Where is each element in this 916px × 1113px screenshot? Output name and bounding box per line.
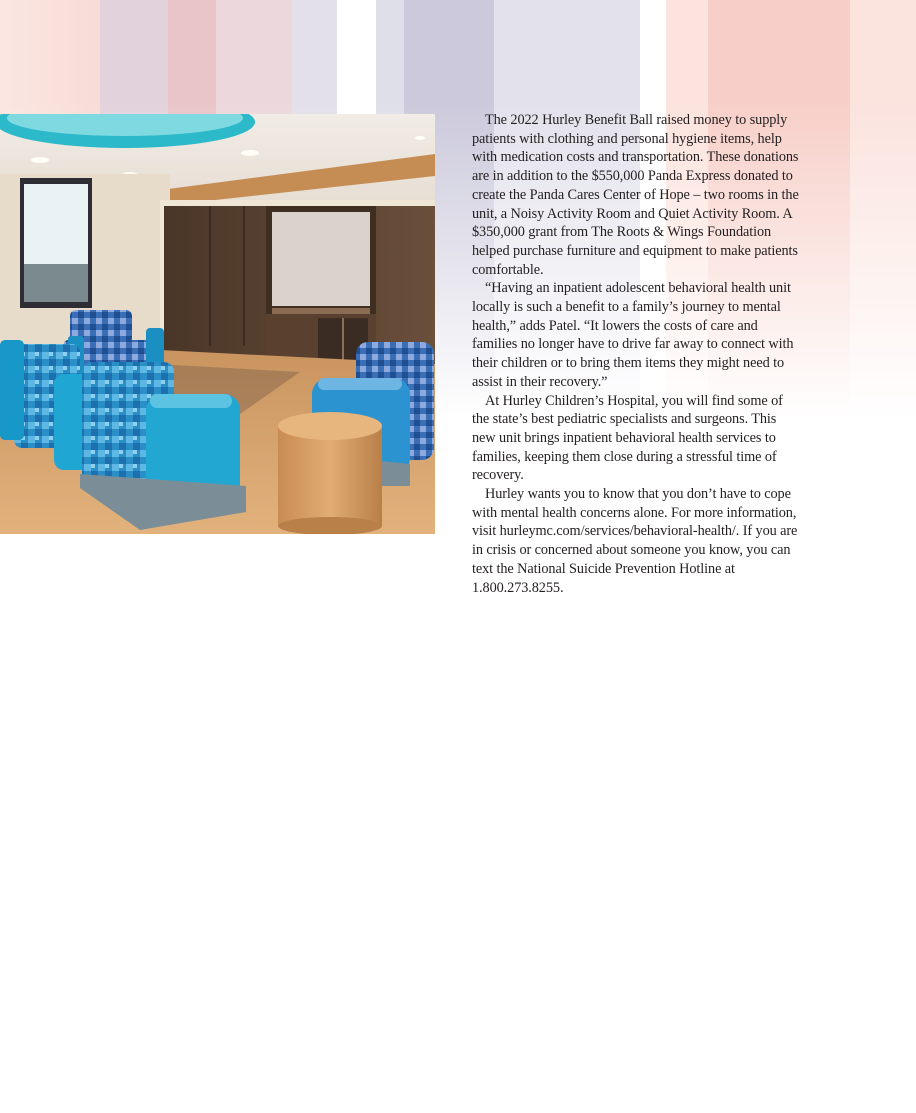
article-paragraph: Hurley wants you to know that you don’t have to cope with mental health concerns alone. For more information, visit hurleymc.com/services/behavioral-health/. If you are in crisis or concerned about someone you know, you can text the National Suicide Prevention Hotline at 1.800.273.8255. [472, 486, 798, 596]
article-paragraph: “Having an inpatient adolescent behavioral health unit locally is such a benefit to a family’s journey to mental health,” adds Patel. “It lowers the costs of care and families no longer have to drive far away to connect with their children or to bring them items they might need to assist in their recovery.” [472, 280, 794, 390]
article-body [472, 111, 802, 597]
activity-room-photo [0, 114, 435, 534]
article-paragraph: At Hurley Children’s Hospital, you will find some of the state’s best pediatric specialists and surgeons. This new unit brings inpatient behavioral health services to families, keeping them close during a stressful time of recovery. [472, 392, 783, 484]
article-paragraph: The 2022 Hurley Benefit Ball raised money to supply patients with clothing and personal hygiene items, help with medication costs and transportation. These donations are in addition to the $550,000 Panda Express donated to create the Panda Cares Center of Hope – two rooms in the unit, a Noisy Activity Room and Quiet Activity Room. A $350,000 grant from The Roots & Wings Foundation helped purchase furniture and equipment to make patients comfortable. [472, 112, 799, 278]
stripe [850, 0, 916, 420]
photo-image-icon [0, 114, 435, 534]
